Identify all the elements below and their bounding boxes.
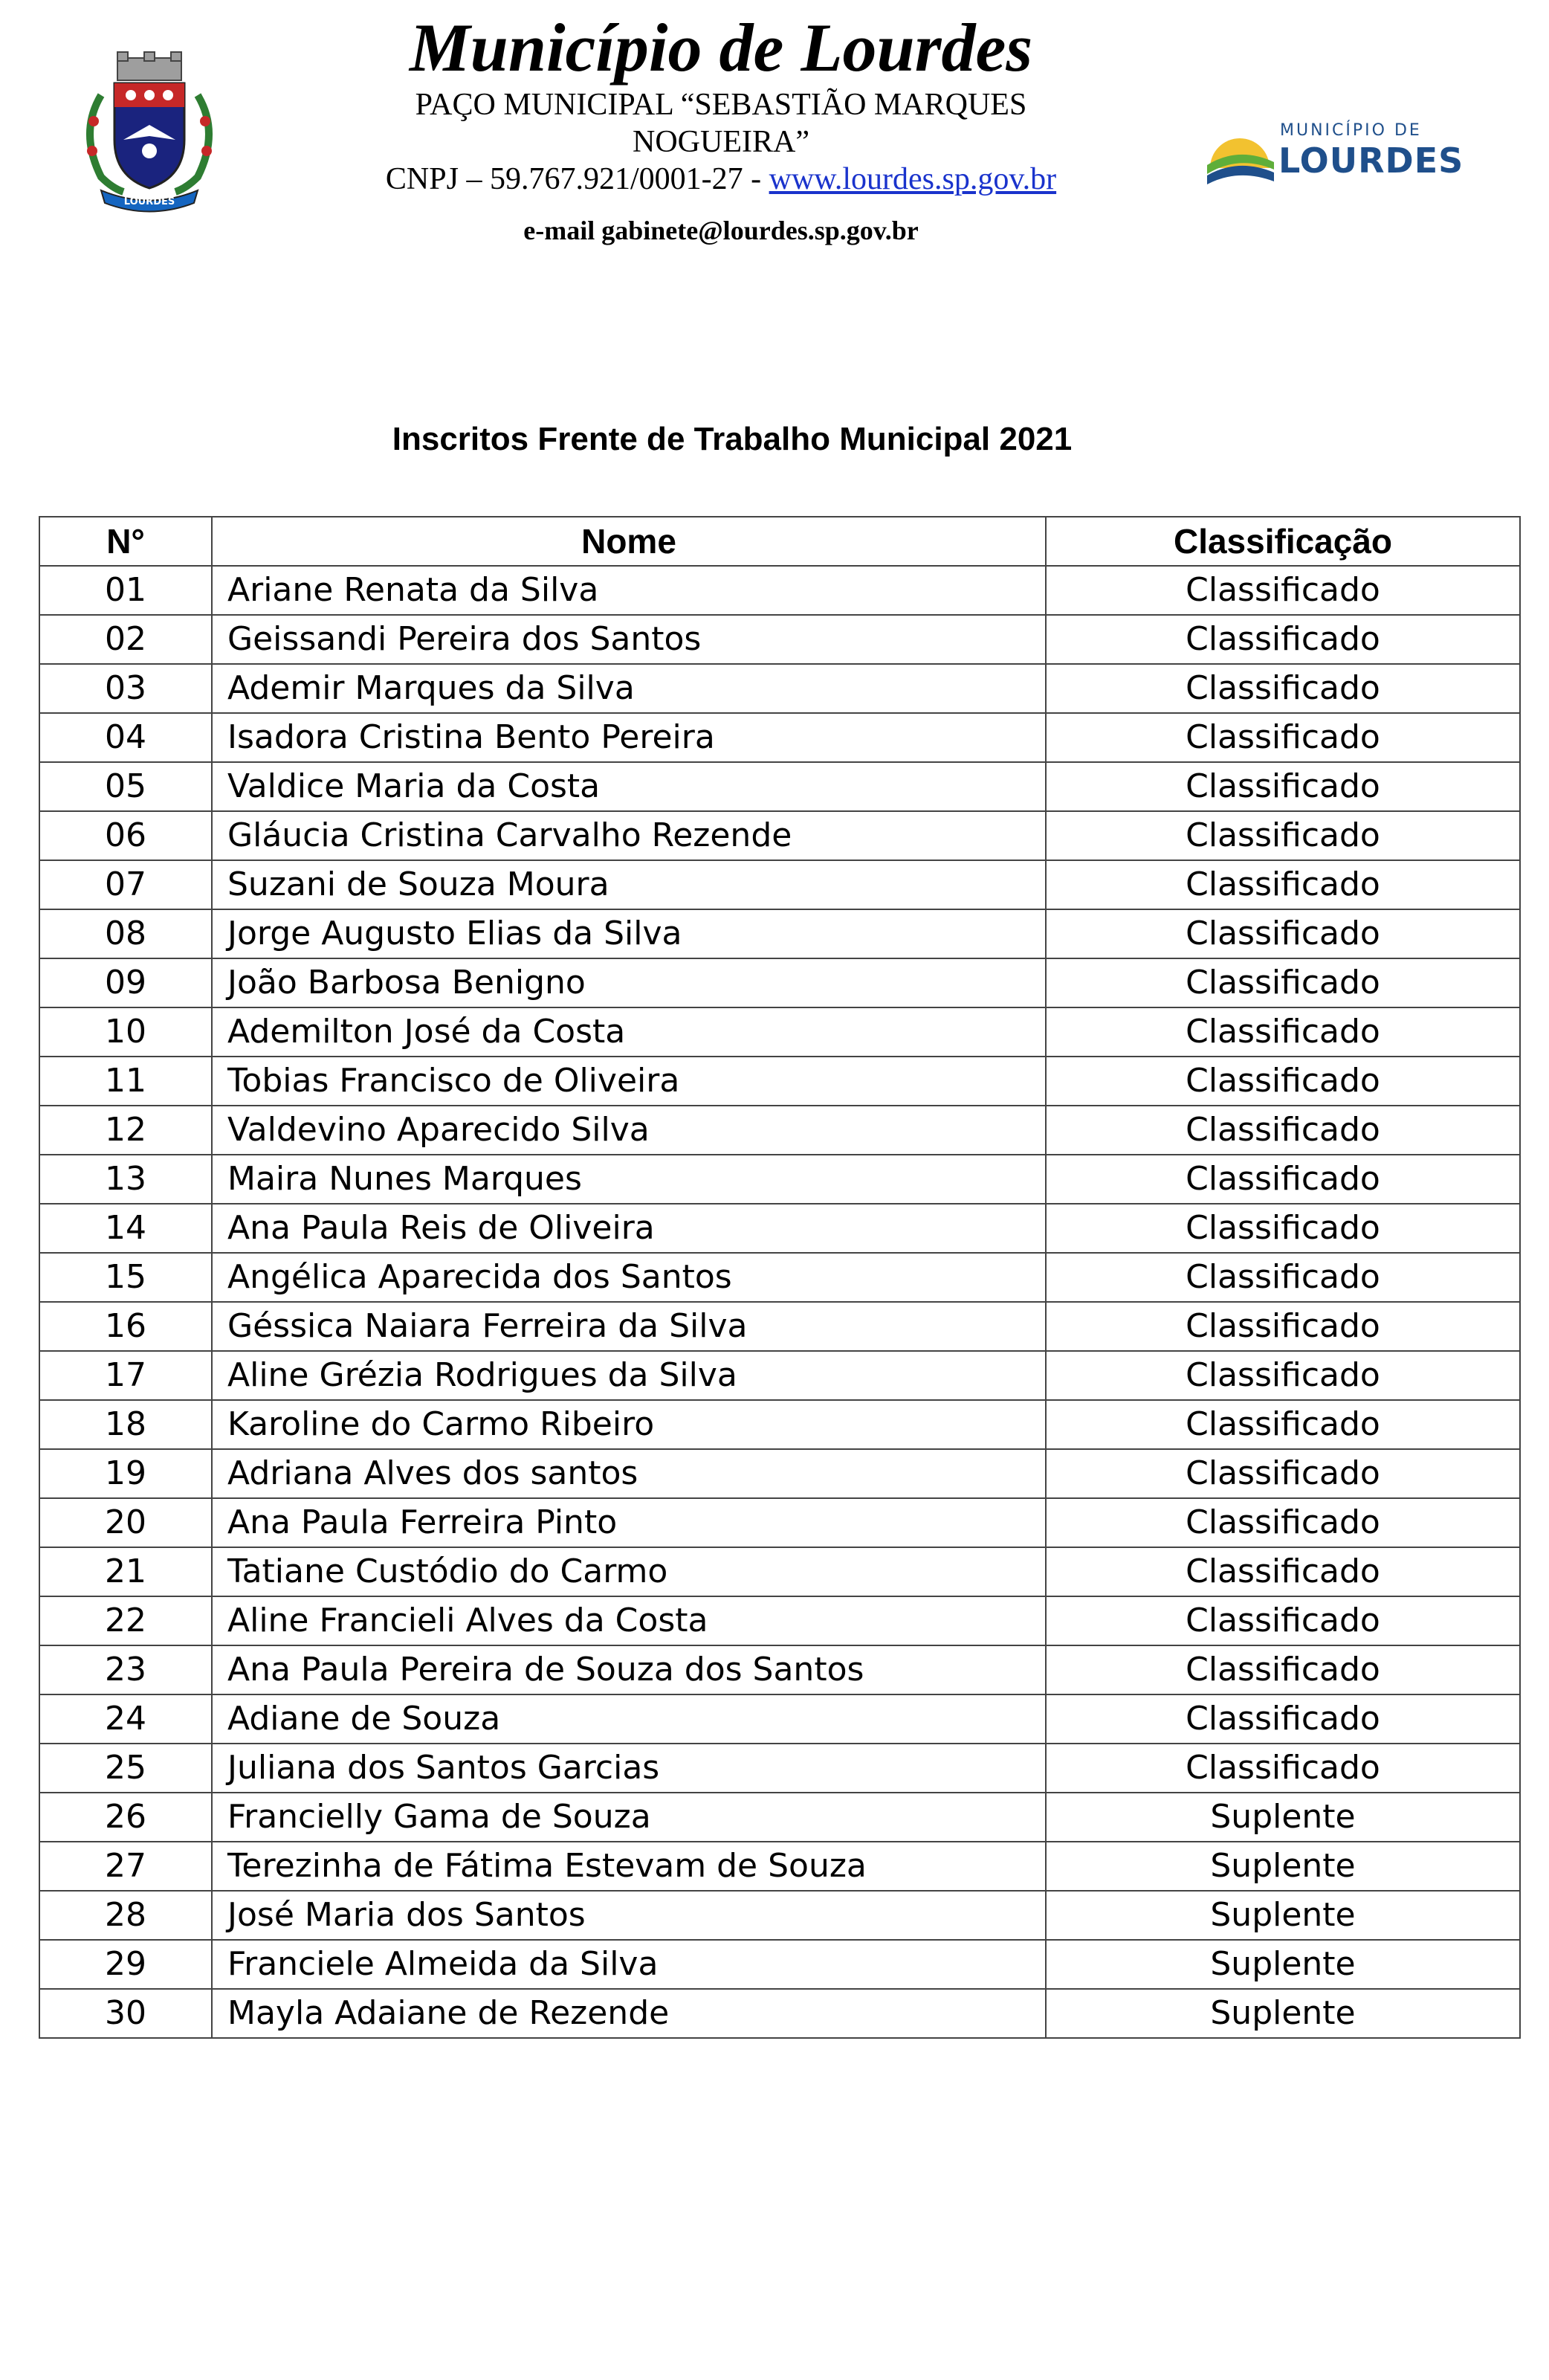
header-line-2: NOGUEIRA” xyxy=(633,125,809,159)
table-row xyxy=(39,860,1520,909)
logo-small-text: MUNICÍPIO DE xyxy=(1280,121,1422,140)
row-classification: Classificado xyxy=(1046,1007,1520,1057)
row-classification: Classificado xyxy=(1046,860,1520,909)
row-name: Valdice Maria da Costa xyxy=(212,762,1046,811)
table-row xyxy=(39,1989,1520,2038)
row-classification: Classificado xyxy=(1046,1645,1520,1694)
table-row xyxy=(39,1449,1520,1498)
row-name: Mayla Adaiane de Rezende xyxy=(212,1989,1046,2038)
row-name: Valdevino Aparecido Silva xyxy=(212,1106,1046,1155)
row-name: Adiane de Souza xyxy=(212,1694,1046,1744)
letterhead xyxy=(312,9,1130,247)
row-classification: Suplente xyxy=(1046,1793,1520,1842)
table-row xyxy=(39,1498,1520,1547)
row-number: 11 xyxy=(39,1057,212,1106)
row-classification: Classificado xyxy=(1046,713,1520,762)
table-header-row xyxy=(39,517,1520,566)
table-row xyxy=(39,1400,1520,1449)
row-number: 27 xyxy=(39,1842,212,1891)
row-classification: Classificado xyxy=(1046,1106,1520,1155)
row-name: Adriana Alves dos santos xyxy=(212,1449,1046,1498)
row-classification: Suplente xyxy=(1046,1891,1520,1940)
table-row xyxy=(39,1302,1520,1351)
table-row xyxy=(39,1842,1520,1891)
row-number: 06 xyxy=(39,811,212,860)
row-number: 18 xyxy=(39,1400,212,1449)
row-classification: Classificado xyxy=(1046,1351,1520,1400)
row-classification: Classificado xyxy=(1046,566,1520,615)
table-row xyxy=(39,1891,1520,1940)
row-name: João Barbosa Benigno xyxy=(212,958,1046,1007)
row-name: Ariane Renata da Silva xyxy=(212,566,1046,615)
header-classification: Classificação xyxy=(1046,517,1520,566)
row-number: 12 xyxy=(39,1106,212,1155)
enrollees-table xyxy=(39,516,1521,2039)
row-classification: Classificado xyxy=(1046,1596,1520,1645)
header-cnpj-line xyxy=(312,161,1130,198)
row-classification: Classificado xyxy=(1046,664,1520,713)
row-number: 19 xyxy=(39,1449,212,1498)
table-row xyxy=(39,762,1520,811)
row-number: 09 xyxy=(39,958,212,1007)
row-number: 26 xyxy=(39,1793,212,1842)
row-name: Suzani de Souza Moura xyxy=(212,860,1046,909)
row-name: José Maria dos Santos xyxy=(212,1891,1046,1940)
row-name: Aline Grézia Rodrigues da Silva xyxy=(212,1351,1046,1400)
row-classification: Classificado xyxy=(1046,958,1520,1007)
row-number: 24 xyxy=(39,1694,212,1744)
row-classification: Suplente xyxy=(1046,1940,1520,1989)
row-classification: Classificado xyxy=(1046,762,1520,811)
row-name: Ademir Marques da Silva xyxy=(212,664,1046,713)
header-line-1: PAÇO MUNICIPAL “SEBASTIÃO MARQUES xyxy=(415,88,1027,122)
header-name: Nome xyxy=(212,517,1046,566)
row-number: 30 xyxy=(39,1989,212,2038)
table-row xyxy=(39,566,1520,615)
row-classification: Classificado xyxy=(1046,1694,1520,1744)
document-title: Inscritos Frente de Trabalho Municipal 2021 xyxy=(392,421,1073,457)
row-number: 08 xyxy=(39,909,212,958)
row-number: 10 xyxy=(39,1007,212,1057)
table-row xyxy=(39,909,1520,958)
row-name: Aline Francieli Alves da Costa xyxy=(212,1596,1046,1645)
row-name: Juliana dos Santos Garcias xyxy=(212,1744,1046,1793)
table-row xyxy=(39,958,1520,1007)
row-classification: Suplente xyxy=(1046,1842,1520,1891)
row-name: Tatiane Custódio do Carmo xyxy=(212,1547,1046,1596)
row-name: Angélica Aparecida dos Santos xyxy=(212,1253,1046,1302)
row-number: 17 xyxy=(39,1351,212,1400)
row-name: Gláucia Cristina Carvalho Rezende xyxy=(212,811,1046,860)
row-name: Tobias Francisco de Oliveira xyxy=(212,1057,1046,1106)
row-name: Ana Paula Ferreira Pinto xyxy=(212,1498,1046,1547)
table-row xyxy=(39,1793,1520,1842)
row-classification: Classificado xyxy=(1046,1057,1520,1106)
table-row xyxy=(39,1645,1520,1694)
row-number: 22 xyxy=(39,1596,212,1645)
table-row xyxy=(39,1744,1520,1793)
row-number: 03 xyxy=(39,664,212,713)
row-classification: Classificado xyxy=(1046,909,1520,958)
row-name: Geissandi Pereira dos Santos xyxy=(212,615,1046,664)
table-row xyxy=(39,1106,1520,1155)
row-number: 04 xyxy=(39,713,212,762)
row-number: 01 xyxy=(39,566,212,615)
municipality-title: Município de Lourdes xyxy=(409,10,1033,86)
row-classification: Suplente xyxy=(1046,1989,1520,2038)
row-name: Isadora Cristina Bento Pereira xyxy=(212,713,1046,762)
coat-of-arms-icon xyxy=(71,51,227,214)
table-row xyxy=(39,1007,1520,1057)
row-classification: Classificado xyxy=(1046,1204,1520,1253)
row-number: 13 xyxy=(39,1155,212,1204)
row-name: Géssica Naiara Ferreira da Silva xyxy=(212,1302,1046,1351)
row-number: 02 xyxy=(39,615,212,664)
row-number: 14 xyxy=(39,1204,212,1253)
table-row xyxy=(39,1155,1520,1204)
row-name: Francielly Gama de Souza xyxy=(212,1793,1046,1842)
row-classification: Classificado xyxy=(1046,811,1520,860)
table-row xyxy=(39,1940,1520,1989)
row-number: 29 xyxy=(39,1940,212,1989)
row-name: Ademilton José da Costa xyxy=(212,1007,1046,1057)
row-classification: Classificado xyxy=(1046,1400,1520,1449)
table-row xyxy=(39,713,1520,762)
table-row xyxy=(39,615,1520,664)
row-classification: Classificado xyxy=(1046,1253,1520,1302)
row-classification: Classificado xyxy=(1046,1744,1520,1793)
row-name: Maira Nunes Marques xyxy=(212,1155,1046,1204)
table-row xyxy=(39,664,1520,713)
table-row xyxy=(39,1351,1520,1400)
website-link[interactable]: www.lourdes.sp.gov.br xyxy=(769,162,1057,196)
row-name: Franciele Almeida da Silva xyxy=(212,1940,1046,1989)
row-number: 07 xyxy=(39,860,212,909)
row-number: 25 xyxy=(39,1744,212,1793)
row-name: Ana Paula Pereira de Souza dos Santos xyxy=(212,1645,1046,1694)
row-classification: Classificado xyxy=(1046,1498,1520,1547)
row-classification: Classificado xyxy=(1046,615,1520,664)
table-row xyxy=(39,811,1520,860)
table-row xyxy=(39,1547,1520,1596)
row-number: 05 xyxy=(39,762,212,811)
row-classification: Classificado xyxy=(1046,1155,1520,1204)
header-number: N° xyxy=(39,517,212,566)
table-row xyxy=(39,1204,1520,1253)
table-row xyxy=(39,1253,1520,1302)
row-classification: Classificado xyxy=(1046,1449,1520,1498)
row-classification: Classificado xyxy=(1046,1302,1520,1351)
email-line: e-mail gabinete@lourdes.sp.gov.br xyxy=(523,216,919,245)
logo-big-text: LOURDES xyxy=(1278,141,1464,181)
municipal-logo-icon xyxy=(1206,113,1473,187)
row-number: 15 xyxy=(39,1253,212,1302)
table-row xyxy=(39,1694,1520,1744)
row-name: Ana Paula Reis de Oliveira xyxy=(212,1204,1046,1253)
row-number: 23 xyxy=(39,1645,212,1694)
row-number: 16 xyxy=(39,1302,212,1351)
table-row xyxy=(39,1057,1520,1106)
row-name: Terezinha de Fátima Estevam de Souza xyxy=(212,1842,1046,1891)
row-classification: Classificado xyxy=(1046,1547,1520,1596)
row-number: 28 xyxy=(39,1891,212,1940)
coat-banner-text: LOURDES xyxy=(123,196,175,207)
table-row xyxy=(39,1596,1520,1645)
row-number: 21 xyxy=(39,1547,212,1596)
cnpj-text: CNPJ – 59.767.921/0001-27 - xyxy=(385,162,769,196)
row-name: Karoline do Carmo Ribeiro xyxy=(212,1400,1046,1449)
row-number: 20 xyxy=(39,1498,212,1547)
row-name: Jorge Augusto Elias da Silva xyxy=(212,909,1046,958)
